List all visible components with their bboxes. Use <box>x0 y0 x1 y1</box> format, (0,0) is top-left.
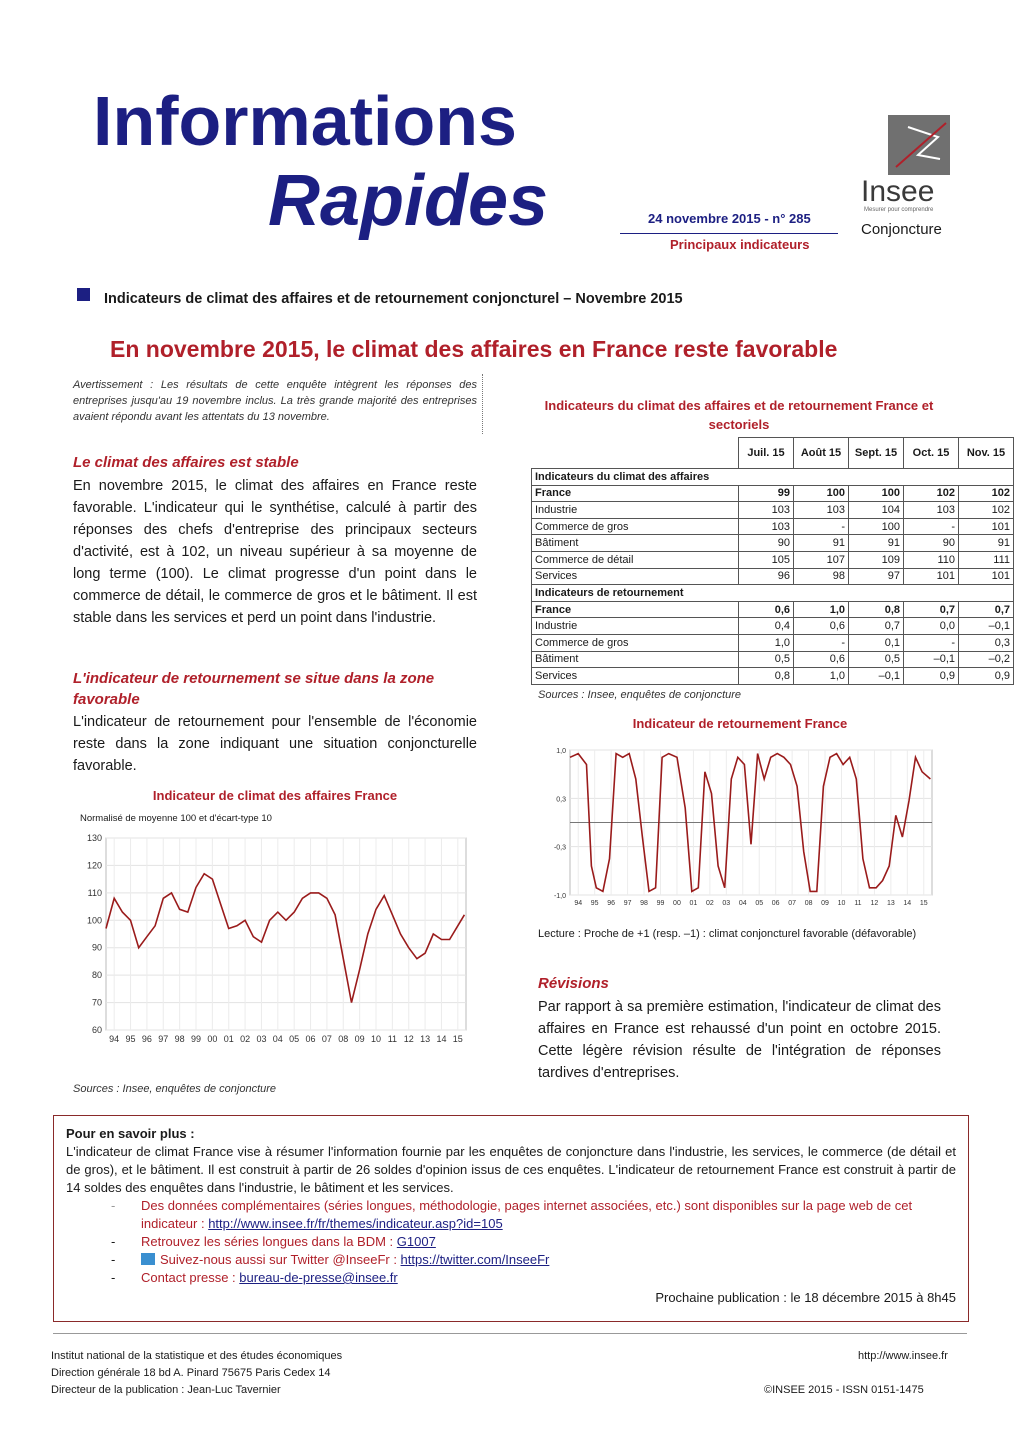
table-cell: 0,6 <box>739 601 794 618</box>
section2-heading: L'indicateur de retournement se situe dans la zone favorable <box>73 670 435 708</box>
x-tick-label: 96 <box>141 1034 152 1044</box>
table-cell: 0,9 <box>904 668 959 685</box>
x-tick-label: 10 <box>837 900 846 907</box>
table-cell: 0,5 <box>739 651 794 668</box>
x-tick-label: 06 <box>771 900 780 907</box>
table-cell: 107 <box>794 551 849 568</box>
revisions-text: Par rapport à sa première estimation, l'indicateur de climat des affaires en France est rehaussé d'un point en octobre 2015. Cette légère révision résulte de l'intégration de réponses tardives d'entreprises. <box>538 999 941 1081</box>
x-tick-label: 97 <box>158 1034 169 1044</box>
table-cell: 99 <box>739 485 794 502</box>
row-label: Industrie <box>532 502 739 519</box>
table-cell: 101 <box>959 568 1014 585</box>
issue-category: Principaux indicateurs <box>670 237 810 252</box>
table-cell: 101 <box>904 568 959 585</box>
table-row <box>532 651 1014 668</box>
x-tick-label: 15 <box>919 900 928 907</box>
bullet-item: - Contact presse : bureau-de-presse@insee.fr <box>111 1270 398 1285</box>
table-row <box>532 551 1014 568</box>
y-tick-label: -0,3 <box>553 844 566 852</box>
table-cell: 1,0 <box>794 668 849 685</box>
plot-area <box>106 838 466 1030</box>
twitter-icon <box>141 1253 155 1265</box>
x-tick-label: 14 <box>436 1034 447 1044</box>
table-section-row <box>532 469 1014 486</box>
indicators-table <box>531 437 1014 685</box>
more-text: L'indicateur de climat France vise à résumer l'information fournie par les enquêtes de conjoncture dans l'industrie, les services, le commerce (de détail et de gros), et le bâtiment. Il est construit à partir de 26 soldes d'opinion issus de ces enquêtes. L'indicateur de retournement France est construit à partir de 14 soldes des enquêtes dans l'industrie, le bâtiment et les services. <box>66 1144 956 1195</box>
x-tick-label: 04 <box>738 900 747 907</box>
y-tick-label: 130 <box>86 833 102 843</box>
table-cell: 0,9 <box>959 668 1014 685</box>
next-publication: Prochaine publication : le 18 décembre 2015 à 8h45 <box>655 1290 956 1305</box>
bullet-text: Des données complémentaires (séries longues, méthodologie, pages internet associées, etc.) sont disponibles sur la page web de cet indicateur : <box>141 1198 913 1231</box>
chart1-subtitle: Normalisé de moyenne 100 et d'écart-type 10 <box>80 813 272 824</box>
x-tick-label: 96 <box>607 900 616 907</box>
table-cell: 102 <box>904 485 959 502</box>
x-tick-label: 13 <box>886 900 895 907</box>
x-tick-label: 00 <box>207 1034 218 1044</box>
table-source: Sources : Insee, enquêtes de conjoncture <box>538 689 742 701</box>
table-cell: 0,0 <box>904 618 959 635</box>
table-cell: 110 <box>904 551 959 568</box>
header-rule <box>620 233 838 234</box>
table-cell: - <box>794 518 849 535</box>
y-tick-label: -1,0 <box>553 893 566 900</box>
y-tick-label: 1,0 <box>556 748 566 755</box>
x-tick-label: 02 <box>705 900 714 907</box>
press-email-link[interactable]: bureau-de-presse@insee.fr <box>239 1270 398 1285</box>
section2-text: L'indicateur de retournement pour l'ensemble de l'économie reste dans la zone indiquant une situation conjoncturelle favorable. <box>73 714 477 774</box>
x-tick-label: 10 <box>370 1034 382 1044</box>
table-cell: 0,7 <box>904 601 959 618</box>
x-tick-label: 97 <box>623 900 632 907</box>
table-cell: –0,1 <box>959 618 1014 635</box>
chart1-title: Indicateur de climat des affaires France <box>152 788 398 803</box>
row-label: Industrie <box>532 618 739 635</box>
table-cell: 91 <box>959 535 1014 552</box>
section-label: Indicateurs du climat des affaires <box>532 469 1014 486</box>
table-cell: 103 <box>904 502 959 519</box>
footer-address <box>51 1348 342 1399</box>
x-tick-label: 13 <box>420 1034 431 1044</box>
table-cell: 103 <box>739 518 794 535</box>
table-cell: - <box>904 518 959 535</box>
table-cell: 1,0 <box>794 601 849 618</box>
table-cell: 100 <box>849 485 904 502</box>
footer-copyright: ©INSEE 2015 - ISSN 0151-1475 <box>764 1384 924 1396</box>
table-row <box>532 601 1014 618</box>
insee-logo-icon <box>888 115 950 175</box>
x-tick-label: 98 <box>640 900 648 907</box>
x-tick-label: 09 <box>821 900 829 907</box>
table-row <box>532 634 1014 651</box>
table-cell: 105 <box>739 551 794 568</box>
masthead-subtitle: Rapides <box>268 161 549 241</box>
table-cell: 103 <box>794 502 849 519</box>
table-row <box>532 485 1014 502</box>
table-cell: 96 <box>739 568 794 585</box>
chart1-climate <box>70 828 470 1058</box>
bdm-link[interactable]: G1007 <box>396 1234 436 1249</box>
bullet-text: Suivez-nous aussi sur Twitter @InseeFr : <box>160 1252 401 1267</box>
row-label: Commerce de détail <box>532 551 739 568</box>
x-tick-label: 94 <box>109 1034 120 1044</box>
more-info-box <box>53 1115 969 1322</box>
table-cell: 111 <box>959 551 1014 568</box>
chart1-source: Sources : Insee, enquêtes de conjoncture <box>73 1083 277 1095</box>
warning-note: Avertissement : Les résultats de cette enquête intègrent les réponses des entreprises jusqu'au 19 novembre inclus. La très grande majorité des entreprises avaient répondu avant les attentats du 13 novembre. <box>73 379 477 423</box>
y-tick-label: 60 <box>91 1025 102 1035</box>
masthead-title: Informations <box>93 82 517 160</box>
square-bullet-icon <box>77 288 90 301</box>
bullet-item: - Des données complémentaires (séries longues, méthodologie, pages internet associées, etc.) sont disponibles sur la page web de cet indicateur : http://www.insee.fr/fr/themes/indicateur.asp?id=105 <box>111 1198 913 1231</box>
indicator-page-link[interactable]: http://www.insee.fr/fr/themes/indicateur.asp?id=105 <box>208 1216 503 1231</box>
bullet-text: Contact presse : <box>141 1270 240 1285</box>
x-tick-label: 05 <box>755 900 764 907</box>
x-tick-label: 08 <box>338 1034 349 1044</box>
indicator-title: Indicateurs de climat des affaires et de retournement conjoncturel – Novembre 2015 <box>104 291 683 307</box>
table-cell: –0,2 <box>959 651 1014 668</box>
table-cell: 90 <box>739 535 794 552</box>
x-tick-label: 98 <box>174 1034 185 1044</box>
x-tick-label: 02 <box>240 1034 251 1044</box>
x-tick-label: 01 <box>223 1034 234 1044</box>
row-label: Bâtiment <box>532 535 739 552</box>
row-label: Commerce de gros <box>532 634 739 651</box>
x-tick-label: 09 <box>354 1034 365 1044</box>
revisions-heading: Révisions <box>538 975 609 992</box>
chart2-turning <box>530 740 940 915</box>
x-tick-label: 14 <box>903 900 912 907</box>
table-corner <box>532 438 739 469</box>
table-title: Indicateurs du climat des affaires et de retournement France et sectoriels <box>544 398 934 432</box>
table-section-row <box>532 585 1014 602</box>
table-row <box>532 535 1014 552</box>
table-cell: 101 <box>959 518 1014 535</box>
y-tick-label: 120 <box>86 860 102 871</box>
x-tick-label: 03 <box>722 900 731 907</box>
x-tick-label: 03 <box>256 1034 267 1044</box>
issue-date: 24 novembre 2015 - n° 285 <box>648 211 811 226</box>
footer-rule <box>53 1333 967 1334</box>
x-tick-label: 06 <box>305 1034 316 1044</box>
x-tick-label: 95 <box>125 1034 136 1044</box>
table-cell: 90 <box>904 535 959 552</box>
x-tick-label: 05 <box>289 1034 300 1044</box>
table-cell: 91 <box>794 535 849 552</box>
x-tick-label: 99 <box>190 1034 202 1044</box>
logo-conjoncture: Conjoncture <box>861 221 942 238</box>
col-header: Juil. 15 <box>739 438 794 469</box>
x-tick-label: 00 <box>673 900 681 907</box>
table-cell: 97 <box>849 568 904 585</box>
y-tick-label: 100 <box>86 915 102 926</box>
table-cell: 0,4 <box>739 618 794 635</box>
section1-text: En novembre 2015, le climat des affaires en France reste favorable. L'indicateur qui le synthétise, calculé à partir des réponses des chefs d'entreprise des principaux secteurs d'activité, est à 102, un niveau supérieur à sa moyenne de long terme (100). Le climat progresse d'un point dans le commerce de détail, le commerce de gros et le bâtiment. Il est stable dans les services et perd un point dans l'industrie. <box>73 478 477 626</box>
more-heading: Pour en savoir plus : <box>66 1126 195 1141</box>
footer-line: Direction générale 18 bd A. Pinard 75675 Paris Cedex 14 <box>51 1367 331 1379</box>
section-label: Indicateurs de retournement <box>532 585 1014 602</box>
row-label: Bâtiment <box>532 651 739 668</box>
x-tick-label: 95 <box>590 900 599 907</box>
x-tick-label: 99 <box>656 900 665 907</box>
table-cell: 100 <box>794 485 849 502</box>
x-tick-label: 12 <box>870 900 879 907</box>
row-label: Services <box>532 668 739 685</box>
table-cell: 91 <box>849 535 904 552</box>
table-cell: –0,1 <box>849 668 904 685</box>
y-tick-label: 110 <box>87 887 102 898</box>
table-row <box>532 668 1014 685</box>
logo-name: Insee <box>861 175 935 208</box>
x-tick-label: 15 <box>452 1034 463 1044</box>
y-tick-label: 70 <box>91 997 102 1008</box>
x-tick-label: 08 <box>804 900 813 907</box>
x-tick-label: 01 <box>689 900 698 907</box>
table-cell: 0,8 <box>739 668 794 685</box>
x-tick-label: 07 <box>321 1034 332 1044</box>
footer-line: Institut national de la statistique et des études économiques <box>51 1350 343 1362</box>
bullet-item: - Suivez-nous aussi sur Twitter @InseeFr : https://twitter.com/InseeFr <box>111 1252 550 1267</box>
bullet-item: - Retrouvez les séries longues dans la BDM : G1007 <box>111 1234 436 1249</box>
x-tick-label: 11 <box>854 900 862 907</box>
table-row <box>532 618 1014 635</box>
y-tick-label: 0,3 <box>556 796 566 804</box>
table-header-row <box>532 438 1014 469</box>
table-cell: 0,6 <box>794 618 849 635</box>
table-cell: 100 <box>849 518 904 535</box>
table-cell: 102 <box>959 502 1014 519</box>
x-tick-label: 11 <box>387 1034 398 1044</box>
table-cell: 102 <box>959 485 1014 502</box>
table-cell: 0,3 <box>959 634 1014 651</box>
col-header: Oct. 15 <box>904 438 959 469</box>
chart2-caption: Lecture : Proche de +1 (resp. –1) : climat conjoncturel favorable (défavorable) <box>538 928 917 940</box>
col-header: Nov. 15 <box>959 438 1014 469</box>
twitter-link[interactable]: https://twitter.com/InseeFr <box>400 1252 550 1267</box>
table-cell: 0,7 <box>849 618 904 635</box>
row-label: Commerce de gros <box>532 518 739 535</box>
col-header: Sept. 15 <box>849 438 904 469</box>
table-row <box>532 568 1014 585</box>
table-cell: 1,0 <box>739 634 794 651</box>
table-cell: 0,8 <box>849 601 904 618</box>
table-cell: 0,7 <box>959 601 1014 618</box>
table-cell: –0,1 <box>904 651 959 668</box>
table-row <box>532 518 1014 535</box>
table-cell: 0,6 <box>794 651 849 668</box>
bullet-text: Retrouvez les séries longues dans la BDM : <box>141 1234 397 1249</box>
table-cell: 98 <box>794 568 849 585</box>
table-cell: - <box>904 634 959 651</box>
table-row <box>532 502 1014 519</box>
x-tick-label: 12 <box>403 1034 414 1044</box>
table-cell: 109 <box>849 551 904 568</box>
table-cell: 0,1 <box>849 634 904 651</box>
x-tick-label: 94 <box>574 900 583 907</box>
table-cell: - <box>794 634 849 651</box>
y-tick-label: 90 <box>91 942 102 953</box>
chart2-title: Indicateur de retournement France <box>632 716 848 731</box>
table-cell: 103 <box>739 502 794 519</box>
logo-tagline: Mesurer pour comprendre <box>864 207 934 213</box>
row-label: Services <box>532 568 739 585</box>
footer-url[interactable]: http://www.insee.fr <box>858 1350 948 1362</box>
row-label: France <box>532 485 739 502</box>
section1-heading: Le climat des affaires est stable <box>73 454 299 471</box>
x-tick-label: 07 <box>788 900 797 907</box>
table-cell: 0,5 <box>849 651 904 668</box>
row-label: France <box>532 601 739 618</box>
col-header: Août 15 <box>794 438 849 469</box>
y-tick-label: 80 <box>91 970 102 981</box>
table-cell: 104 <box>849 502 904 519</box>
headline: En novembre 2015, le climat des affaires en France reste favorable <box>110 336 838 362</box>
warning-border <box>482 374 484 434</box>
footer-line: Directeur de la publication : Jean-Luc Tavernier <box>51 1384 281 1396</box>
x-tick-label: 04 <box>272 1034 283 1044</box>
